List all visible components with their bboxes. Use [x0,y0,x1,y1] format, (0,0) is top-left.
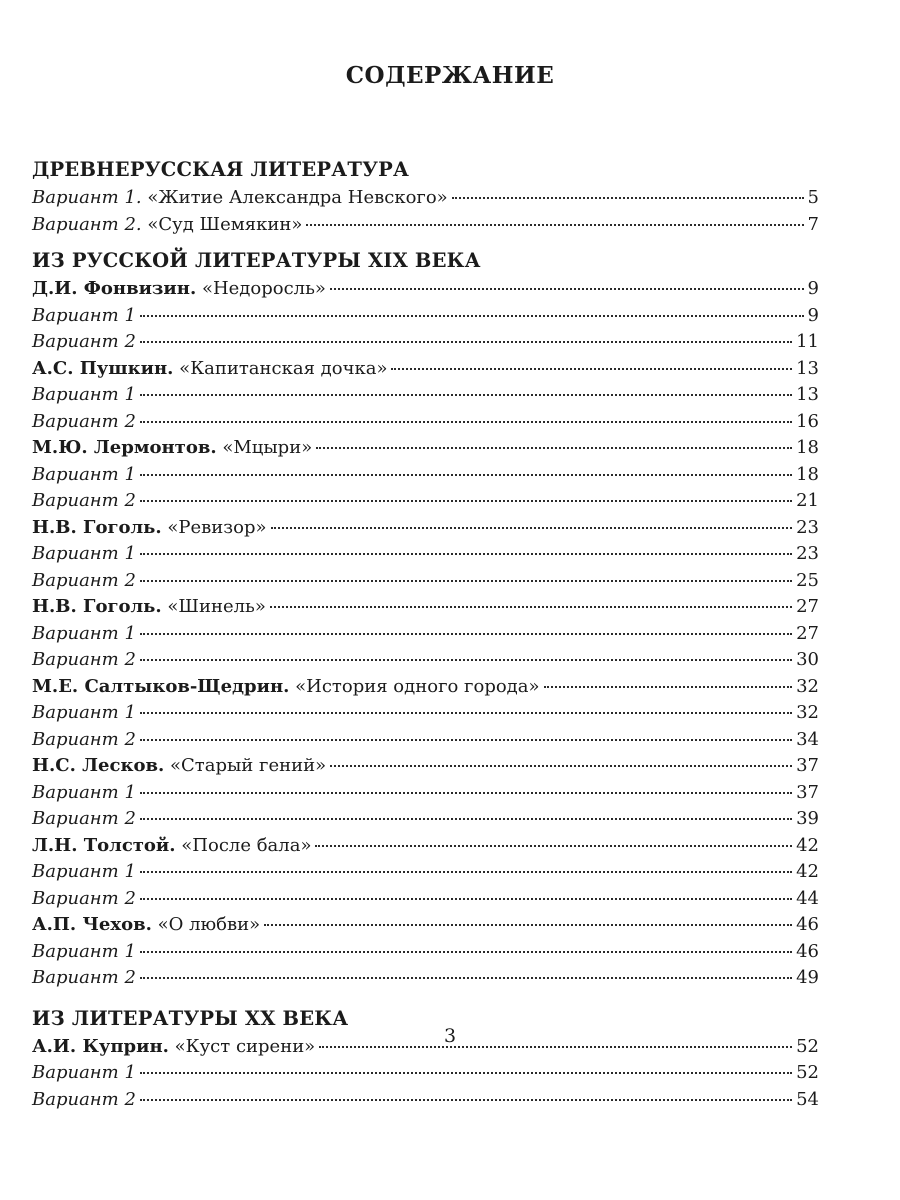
page-title: СОДЕРЖАНИЕ [345,62,555,89]
entry-author: Н.С. Лесков. [32,755,165,776]
toc-entry[interactable] [32,212,819,239]
dot-leader [316,447,792,449]
entry-page-number: 16 [796,410,819,432]
toc-entry[interactable] [32,303,819,330]
toc-entry[interactable] [32,382,819,409]
entry-label [32,886,136,913]
table-of-contents [32,155,819,1113]
page-number: 3 [443,1025,457,1047]
entry-work: «Капитанская дочка» [173,357,388,379]
entry-page-number: 32 [796,675,819,697]
entry-author: Д.И. Фонвизин. [32,278,197,299]
entry-label [32,647,136,674]
section-heading: ИЗ РУССКОЙ ЛИТЕРАТУРЫ XIX ВЕКА [32,249,481,272]
entry-variant: Вариант 2 [32,1088,136,1110]
entry-page-number: 30 [796,649,819,670]
entry-variant: Вариант 1 [32,702,136,723]
toc-entry[interactable] [32,621,819,648]
toc-entry[interactable] [32,939,819,966]
entry-variant: Вариант 1 [32,1062,136,1083]
toc-entry[interactable] [32,833,819,860]
entry-label [32,515,267,542]
entry-work: «История одного города» [289,675,540,697]
entry-work: «Житие Александра Невского» [141,187,448,208]
dot-leader [140,898,792,900]
entry-page-number: 46 [796,914,819,935]
entry-page-number: 44 [796,887,819,909]
entry-label [32,727,136,754]
entry-label [32,356,387,383]
entry-author: М.Ю. Лермонтов. [32,437,217,458]
entry-label [32,488,136,515]
entry-label [32,276,326,303]
entry-variant: Вариант 2 [32,728,136,750]
entry-label [32,674,540,701]
dot-leader [306,224,803,226]
dot-leader [140,792,792,794]
toc-entry[interactable] [32,1060,819,1087]
entry-page-number: 23 [796,543,819,564]
toc-entry[interactable] [32,541,819,568]
entry-label [32,939,136,966]
entry-variant: Вариант 2 [32,490,136,511]
entry-label [32,382,136,409]
dot-leader [270,606,792,608]
entry-page-number: 25 [796,569,819,591]
entry-author: Л.Н. Толстой. [32,834,176,856]
entry-work: «После бала» [175,834,312,856]
entry-author: Н.В. Гоголь. [32,596,162,617]
entry-author: А.С. Пушкин. [32,357,174,379]
entry-variant: Вариант 1. [32,187,142,208]
entry-page-number: 49 [796,967,819,988]
dot-leader [140,1072,792,1074]
entry-label [32,1060,136,1087]
entry-label [32,594,266,621]
entry-work: «Мцыри» [216,437,313,458]
entry-label [32,212,302,239]
toc-entry[interactable] [32,1087,819,1114]
entry-variant: Вариант 2 [32,649,136,670]
dot-leader [140,659,792,661]
entry-page-number: 34 [796,728,819,750]
entry-variant: Вариант 1 [32,463,136,485]
dot-leader [140,951,792,953]
dot-leader [330,288,804,290]
entry-label [32,780,136,807]
entry-label [32,912,260,939]
dot-leader [140,394,792,396]
entry-work: «О любви» [151,914,261,935]
entry-page-number: 18 [796,463,819,485]
dot-leader [140,871,792,873]
entry-author: А.П. Чехов. [32,914,152,935]
entry-variant: Вариант 2 [32,331,136,352]
entry-variant: Вариант 1 [32,940,136,962]
toc-entry[interactable] [32,647,819,674]
entry-variant: Вариант 2 [32,887,136,909]
dot-leader [140,500,792,502]
entry-label [32,700,136,727]
entry-page-number: 32 [796,702,819,723]
toc-entry[interactable] [32,462,819,489]
entry-variant: Вариант 1 [32,861,136,882]
dot-leader [264,924,792,926]
toc-entry[interactable] [32,886,819,913]
entry-label [32,329,136,356]
entry-work: «Ревизор» [161,516,267,538]
toc-entry[interactable] [32,727,819,754]
entry-label [32,1087,136,1114]
entry-page-number: 21 [796,490,819,511]
entry-work: «Старый гений» [164,755,327,776]
toc-entry[interactable] [32,780,819,807]
entry-label [32,859,136,886]
toc-entry[interactable] [32,276,819,303]
entry-variant: Вариант 2 [32,410,136,432]
dot-leader [140,739,792,741]
dot-leader [140,977,792,979]
entry-variant: Вариант 2 [32,808,136,829]
entry-page-number: 9 [807,304,819,326]
entry-label [32,568,136,595]
entry-page-number: 39 [796,808,819,829]
entry-label [32,409,136,436]
toc-entry[interactable] [32,435,819,462]
toc-entry[interactable] [32,674,819,701]
toc-entry[interactable] [32,965,819,992]
dot-leader [315,845,792,847]
entry-author: М.Е. Салтыков-Щедрин. [32,675,290,697]
dot-leader [544,686,793,688]
toc-entry[interactable] [32,859,819,886]
entry-page-number: 23 [796,516,819,538]
dot-leader [140,553,792,555]
dot-leader [271,527,793,529]
entry-page-number: 7 [807,213,819,235]
entry-label [32,753,326,780]
dot-leader [140,712,792,714]
dot-leader [140,421,792,423]
entry-label [32,303,136,330]
dot-leader [140,1099,792,1101]
dot-leader [140,341,792,343]
entry-page-number: 13 [796,357,819,379]
entry-work: «Суд Шемякин» [141,213,303,235]
entry-label [32,965,136,992]
entry-label [32,462,136,489]
entry-page-number: 18 [796,437,819,458]
entry-page-number: 46 [796,940,819,962]
entry-page-number: 52 [796,1035,819,1057]
entry-page-number: 9 [807,278,819,299]
dot-leader [330,765,792,767]
entry-author: А.И. Куприн. [32,1035,169,1057]
toc-entry[interactable] [32,700,819,727]
entry-work: «Шинель» [161,596,266,617]
entry-page-number: 54 [796,1088,819,1110]
entry-label [32,621,136,648]
toc-entry[interactable] [32,515,819,542]
entry-variant: Вариант 1 [32,543,136,564]
entry-page-number: 52 [796,1062,819,1083]
toc-entry[interactable] [32,594,819,621]
entry-variant: Вариант 2 [32,569,136,591]
entry-page-number: 37 [796,781,819,803]
toc-entry[interactable] [32,806,819,833]
entry-variant: Вариант 1 [32,384,136,405]
dot-leader [140,818,792,820]
toc-entry[interactable] [32,409,819,436]
toc-entry[interactable] [32,356,819,383]
entry-page-number: 37 [796,755,819,776]
toc-entry[interactable] [32,912,819,939]
entry-label [32,806,136,833]
entry-label [32,185,448,212]
toc-entry[interactable] [32,568,819,595]
entry-work: «Недоросль» [196,278,326,299]
toc-entry[interactable] [32,488,819,515]
entry-variant: Вариант 1 [32,304,136,326]
dot-leader [452,197,804,199]
entry-page-number: 27 [796,622,819,644]
entry-page-number: 42 [796,834,819,856]
section-heading: ИЗ ЛИТЕРАТУРЫ XX ВЕКА [32,1006,349,1030]
toc-entry[interactable] [32,329,819,356]
entry-author: Н.В. Гоголь. [32,516,162,538]
entry-variant: Вариант 2 [32,967,136,988]
section-heading: ДРЕВНЕРУССКАЯ ЛИТЕРАТУРА [32,158,410,181]
toc-entry[interactable] [32,753,819,780]
entry-work: «Куст сирени» [168,1035,316,1057]
entry-label [32,833,311,860]
entry-variant: Вариант 1 [32,781,136,803]
toc-entry[interactable] [32,185,819,212]
dot-leader [140,315,804,317]
dot-leader [140,580,792,582]
entry-page-number: 42 [796,861,819,882]
entry-variant: Вариант 2. [32,213,142,235]
dot-leader [391,368,792,370]
entry-label [32,541,136,568]
entry-variant: Вариант 1 [32,622,136,644]
dot-leader [140,474,792,476]
dot-leader [140,633,792,635]
entry-page-number: 27 [796,596,819,617]
entry-page-number: 13 [796,384,819,405]
entry-label [32,435,312,462]
entry-page-number: 11 [796,331,819,352]
entry-page-number: 5 [807,187,819,208]
